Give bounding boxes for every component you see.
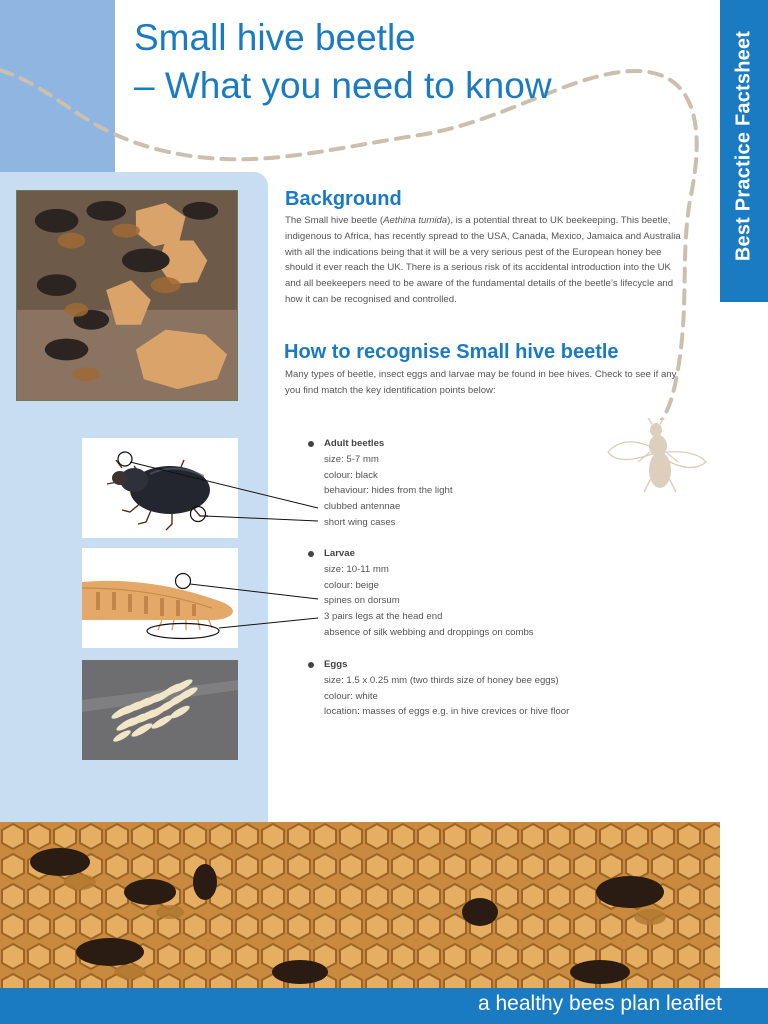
larvae-webbing: absence of silk webbing and droppings on combs [324, 626, 534, 638]
background-text-part-1: The Small hive beetle ( [285, 215, 384, 226]
adult-size: size: 5-7 mm [324, 453, 379, 465]
adult-behaviour: behaviour: hides from the light [324, 485, 453, 497]
larvae-heading: Larvae [307, 546, 644, 562]
larvae-legs: 3 pairs legs at the head end [324, 611, 443, 623]
background-heading: Background [285, 188, 402, 210]
eggs-heading: Eggs [307, 657, 644, 673]
eggs-details [324, 657, 644, 720]
recognise-paragraph: Many types of beetle, insect eggs and larvae may be found in bee hives. Check to see if any you find match the key identification points below: [285, 369, 677, 396]
title-line-2: – What you need to know [134, 65, 552, 106]
recognise-heading: How to recognise Small hive beetle [284, 341, 619, 363]
larvae-spines: spines on dorsum [324, 595, 400, 607]
background-paragraph [285, 213, 685, 308]
adult-colour: colour: black [324, 469, 378, 481]
bees-photo [16, 190, 238, 401]
footer-text: a healthy bees plan leaflet [477, 992, 722, 1015]
eggs-photo [82, 660, 238, 760]
adult-beetle-details [324, 436, 644, 531]
larva-photo [82, 548, 238, 648]
header-blue-block [0, 0, 115, 172]
page-title [134, 14, 552, 110]
species-name: Aethina tumida [383, 215, 448, 226]
adult-beetle-heading: Adult beetles [307, 436, 644, 452]
larvae-details [324, 546, 644, 641]
factsheet-side-tab-label: Best Practice Factsheet [732, 30, 755, 262]
adult-beetle-photo [82, 438, 238, 538]
title-line-1: Small hive beetle [134, 17, 416, 58]
background-text-part-2: ), is a potential threat to UK beekeeping. This beetle, indigenous to Africa, has recently spread to the USA, Canada, Mexico, Jamaica and Australia with all the indications being that it will be a very serious pest of the European honey bee should it ever reach the UK. There is a serious risk of its accidental introduction into the UK and all beekeepers need to be aware of the fundamental details of the beetle’s lifecycle and how it can be recognised and controlled. [285, 215, 681, 305]
larvae-colour: colour: beige [324, 579, 379, 591]
larvae-size: size: 10-11 mm [324, 563, 389, 575]
adult-wing-cases: short wing cases [324, 516, 396, 528]
adult-antennae: clubbed antennae [324, 501, 401, 513]
eggs-size: size: 1.5 x 0.25 mm (two thirds size of honey bee eggs) [324, 674, 559, 686]
bee-silhouette-icon [604, 418, 710, 500]
honeycomb-photo [0, 822, 720, 992]
eggs-location: location: masses of eggs e.g. in hive crevices or hive floor [324, 706, 570, 718]
eggs-colour: colour: white [324, 690, 378, 702]
